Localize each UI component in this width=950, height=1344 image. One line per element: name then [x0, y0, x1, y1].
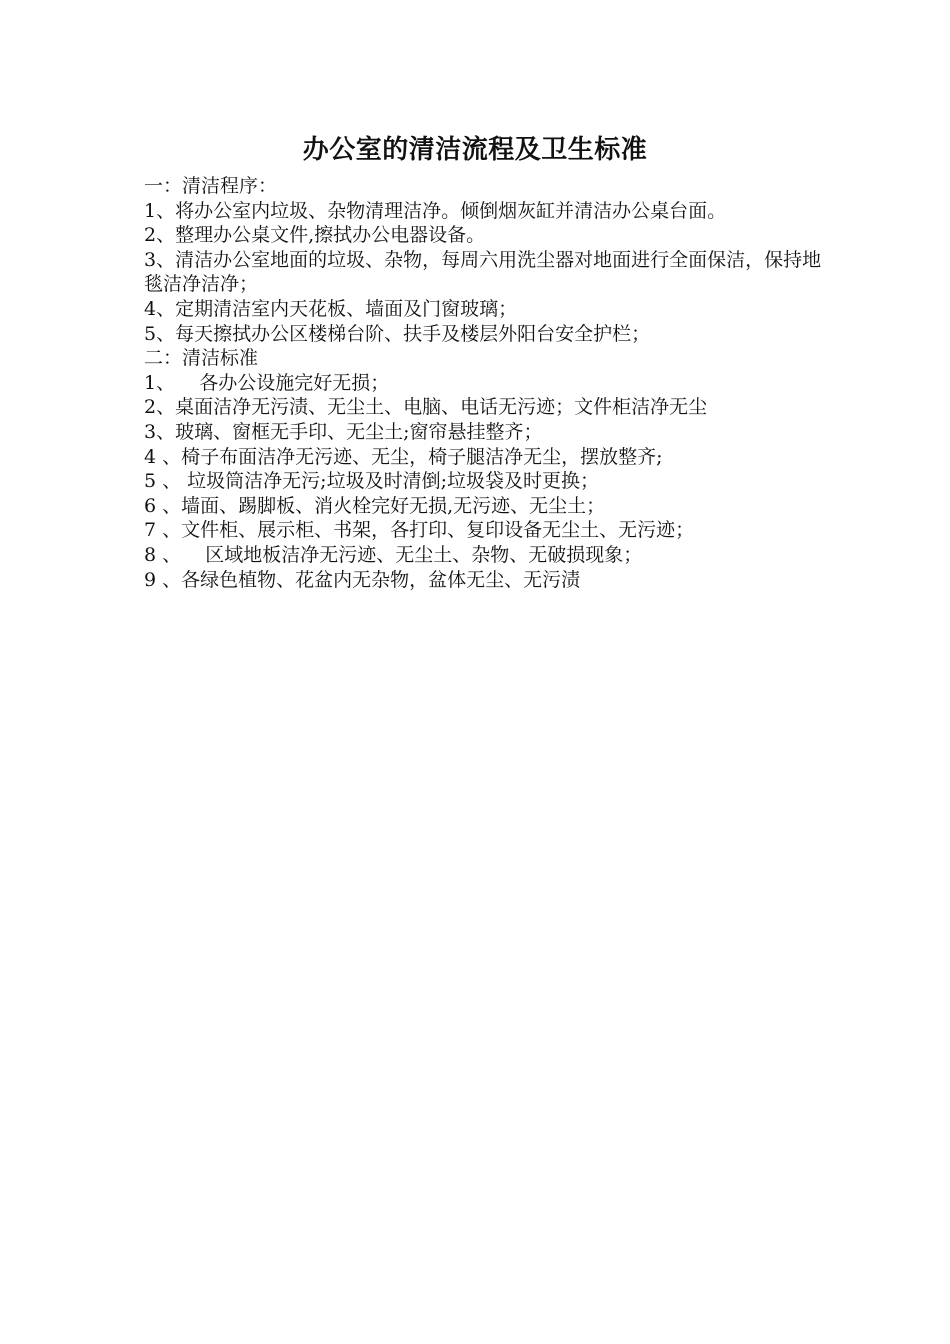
standard-item-3: 3、玻璃、窗框无手印、无尘土;窗帘悬挂整齐； [144, 420, 543, 443]
document-title: 办公室的清洁流程及卫生标准 [302, 135, 648, 165]
standard-item-9: 9 、各绿色植物、花盆内无杂物，盆体无尘、无污渍 [144, 568, 581, 591]
section-heading-standards: 二：清洁标准 [144, 347, 259, 370]
standard-item-6: 6 、墙面、踢脚板、消火栓完好无损,无污迹、无尘土； [144, 494, 606, 517]
procedure-item-3: 3、清洁办公室地面的垃圾、杂物，每周六用洗尘器对地面进行全面保洁，保持地毯洁净洁净； [144, 248, 822, 296]
standard-item-1: 1、 各办公设施完好无损； [144, 371, 390, 394]
standard-item-7: 7 、文件柜、展示柜、书架，各打印、复印设备无尘土、无污迹； [144, 519, 695, 542]
standard-item-8: 8 、 区域地板洁净无污迹、无尘土、杂物、无破损现象； [144, 543, 643, 566]
standard-item-2: 2、桌面洁净无污渍、无尘土、电脑、电话无污迹；文件柜洁净无尘 [144, 396, 708, 419]
procedure-item-5: 5、每天擦拭办公区楼梯台阶、扶手及楼层外阳台安全护栏； [144, 322, 651, 345]
procedure-item-4: 4、定期清洁室内天花板、墙面及门窗玻璃； [144, 297, 518, 320]
document-body [144, 174, 824, 592]
section-heading-procedure: 一：清洁程序： [144, 175, 278, 197]
standard-item-4: 4 、椅子布面洁净无污迹、无尘，椅子腿洁净无尘，摆放整齐; [144, 445, 663, 468]
standard-item-5: 5 、 垃圾筒洁净无污;垃圾及时清倒;垃圾袋及时更换； [144, 470, 599, 493]
procedure-item-2: 2、整理办公桌文件,擦拭办公电器设备。 [144, 224, 486, 247]
procedure-item-1: 1、将办公室内垃圾、杂物清理洁净。倾倒烟灰缸并清洁办公桌台面。 [144, 199, 727, 222]
